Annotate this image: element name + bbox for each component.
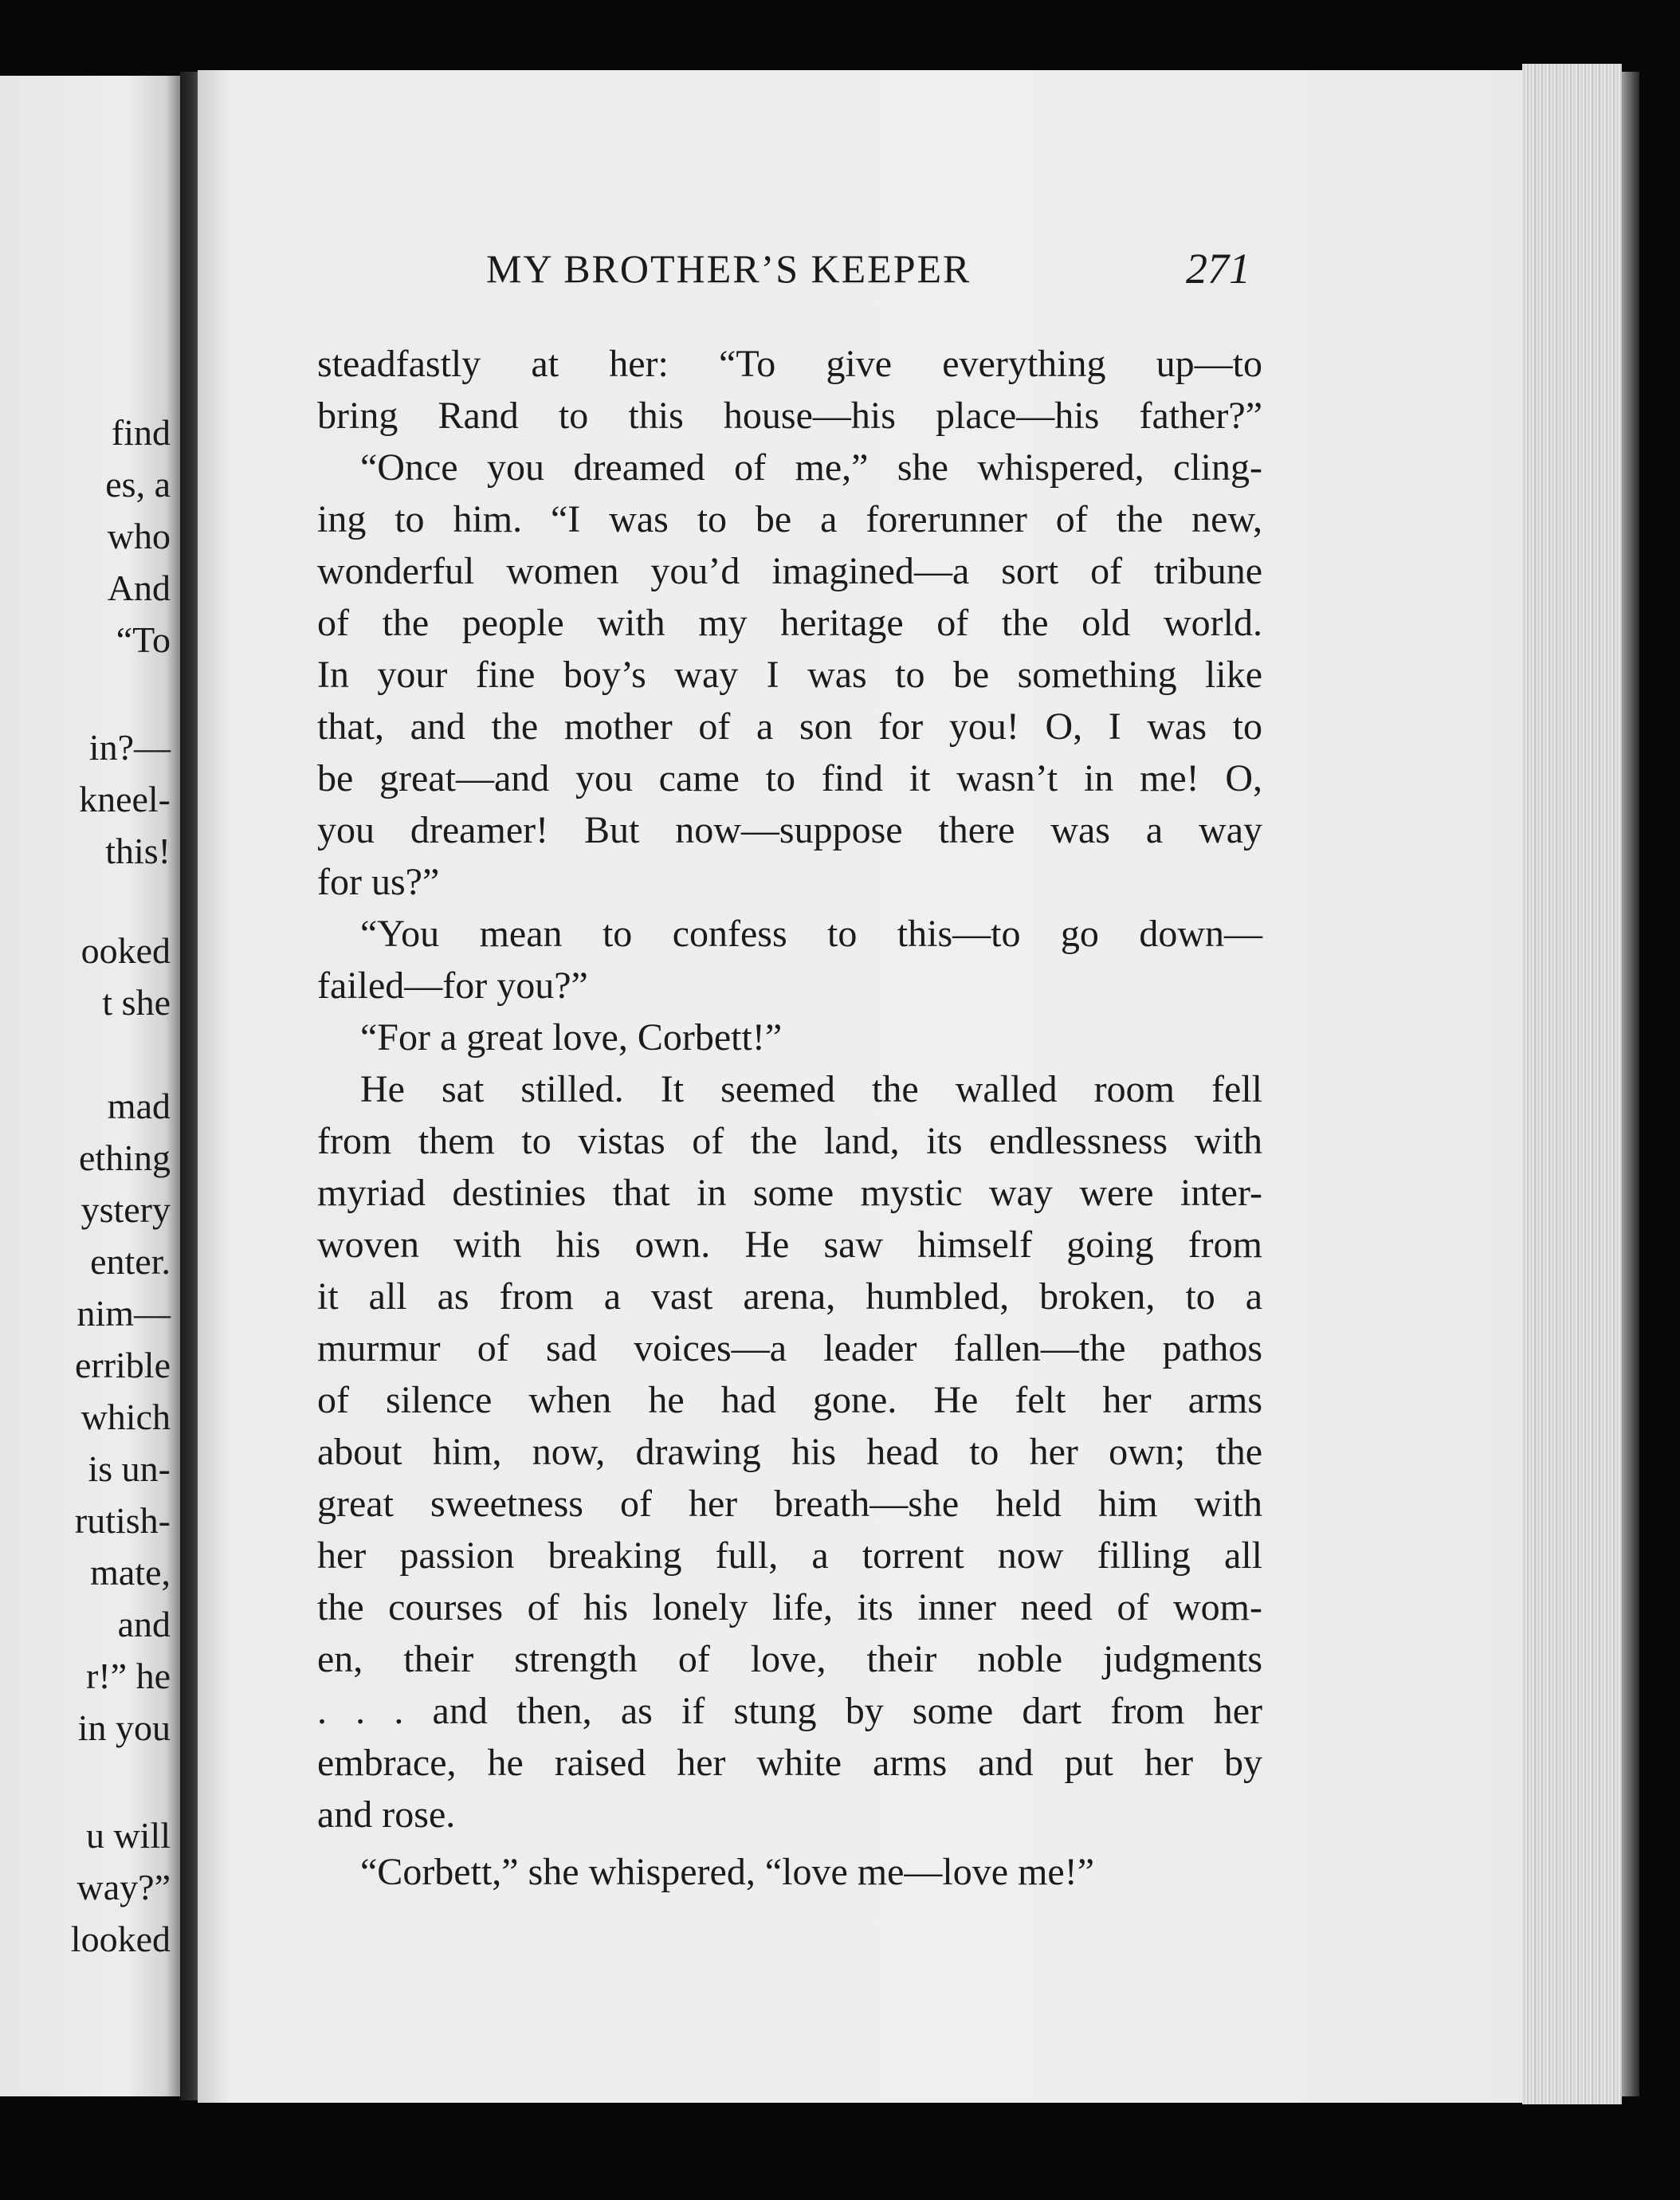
text-line: embrace, he raised her white arms and put her by <box>317 1742 1262 1784</box>
text-line: about him, now, drawing his head to her own; the <box>317 1431 1262 1473</box>
left-page-fragment: ystery <box>80 1189 171 1230</box>
left-page-fragment: “To <box>116 619 171 660</box>
book-gutter <box>180 72 199 2100</box>
left-page-fragment: And <box>107 568 171 608</box>
text-line: great sweetness of her breath—she held him with <box>317 1483 1262 1525</box>
text-line: you dreamer! But now—suppose there was a way <box>317 809 1262 851</box>
left-page-fragment: way?” <box>77 1867 171 1907</box>
left-page-fragment: who <box>107 516 171 556</box>
text-line: woven with his own. He saw himself going from <box>317 1224 1262 1266</box>
text-line: myriad destinies that in some mystic way were inter- <box>317 1172 1262 1214</box>
page-number: 271 <box>1186 245 1250 293</box>
text-line: that, and the mother of a son for you! O, I was to <box>317 705 1262 748</box>
left-page-fragment: u will <box>85 1815 171 1856</box>
text-line: wonderful women you’d imagined—a sort of tribune <box>317 550 1262 592</box>
text-line: from them to vistas of the land, its endlessness with <box>317 1120 1262 1162</box>
text-line: ing to him. “I was to be a forerunner of the new, <box>317 498 1262 540</box>
text-line: murmur of sad voices—a leader fallen—the pathos <box>317 1327 1262 1369</box>
left-page-fragment: es, a <box>105 464 171 505</box>
text-line: her passion breaking full, a torrent now filling all <box>317 1534 1262 1577</box>
left-page-fragment: rutish- <box>74 1500 171 1541</box>
left-page-fragment: r!” he <box>86 1656 171 1696</box>
left-page-fragment: in you <box>77 1707 171 1748</box>
page-edges <box>1522 64 1622 2104</box>
left-page-fragment: mad <box>107 1086 171 1126</box>
text-line: “Corbett,” she whispered, “love me—love me!” <box>360 1851 1094 1893</box>
text-line: “You mean to confess to this—to go down— <box>360 913 1262 955</box>
left-page-fragment: find <box>111 412 171 453</box>
left-page-fragment: mate, <box>90 1552 171 1593</box>
left-page-fragment: ething <box>79 1137 171 1178</box>
text-line: of silence when he had gone. He felt her arms <box>317 1379 1262 1421</box>
text-line: en, their strength of love, their noble judgments <box>317 1638 1262 1680</box>
left-page-fragment: which <box>80 1397 171 1437</box>
text-line: be great—and you came to find it wasn’t in me! O, <box>317 757 1262 799</box>
text-line: of the people with my heritage of the old world. <box>317 602 1262 644</box>
text-line: bring Rand to this house—his place—his father?” <box>317 395 1262 437</box>
text-line: failed—for you?” <box>317 964 588 1007</box>
left-page-fragment: looked <box>70 1919 171 1959</box>
text-line: steadfastly at her: “To give everything up—to <box>317 343 1262 385</box>
left-page-fragment: enter. <box>90 1241 171 1282</box>
left-page-fragment: in?— <box>88 727 171 768</box>
left-page-fragment: t she <box>102 982 171 1023</box>
left-page-fragment: this! <box>105 831 171 871</box>
text-line: and rose. <box>317 1793 456 1836</box>
left-page-fragment: kneel- <box>79 779 171 819</box>
text-line: “For a great love, Corbett!” <box>360 1016 783 1059</box>
text-line: He sat stilled. It seemed the walled room fell <box>360 1068 1262 1110</box>
text-line: it all as from a vast arena, humbled, broken, to a <box>317 1275 1262 1318</box>
left-page-fragment: nim— <box>77 1293 171 1334</box>
left-page-fragment: and <box>117 1604 171 1644</box>
left-facing-page <box>0 76 180 2096</box>
text-line: for us?” <box>317 861 440 903</box>
left-page-fragment: is un- <box>88 1448 171 1489</box>
text-line: “Once you dreamed of me,” she whispered, cling- <box>360 446 1262 489</box>
text-line: . . . and then, as if stung by some dart from her <box>317 1690 1262 1732</box>
text-line: the courses of his lonely life, its inner need of wom- <box>317 1586 1262 1628</box>
left-page-fragment: errible <box>74 1345 171 1385</box>
page-edges-shadow <box>1622 72 1639 2096</box>
left-page-fragment: ooked <box>80 930 171 971</box>
running-head: MY BROTHER’S KEEPER <box>486 246 971 291</box>
text-line: In your fine boy’s way I was to be something like <box>317 654 1262 696</box>
